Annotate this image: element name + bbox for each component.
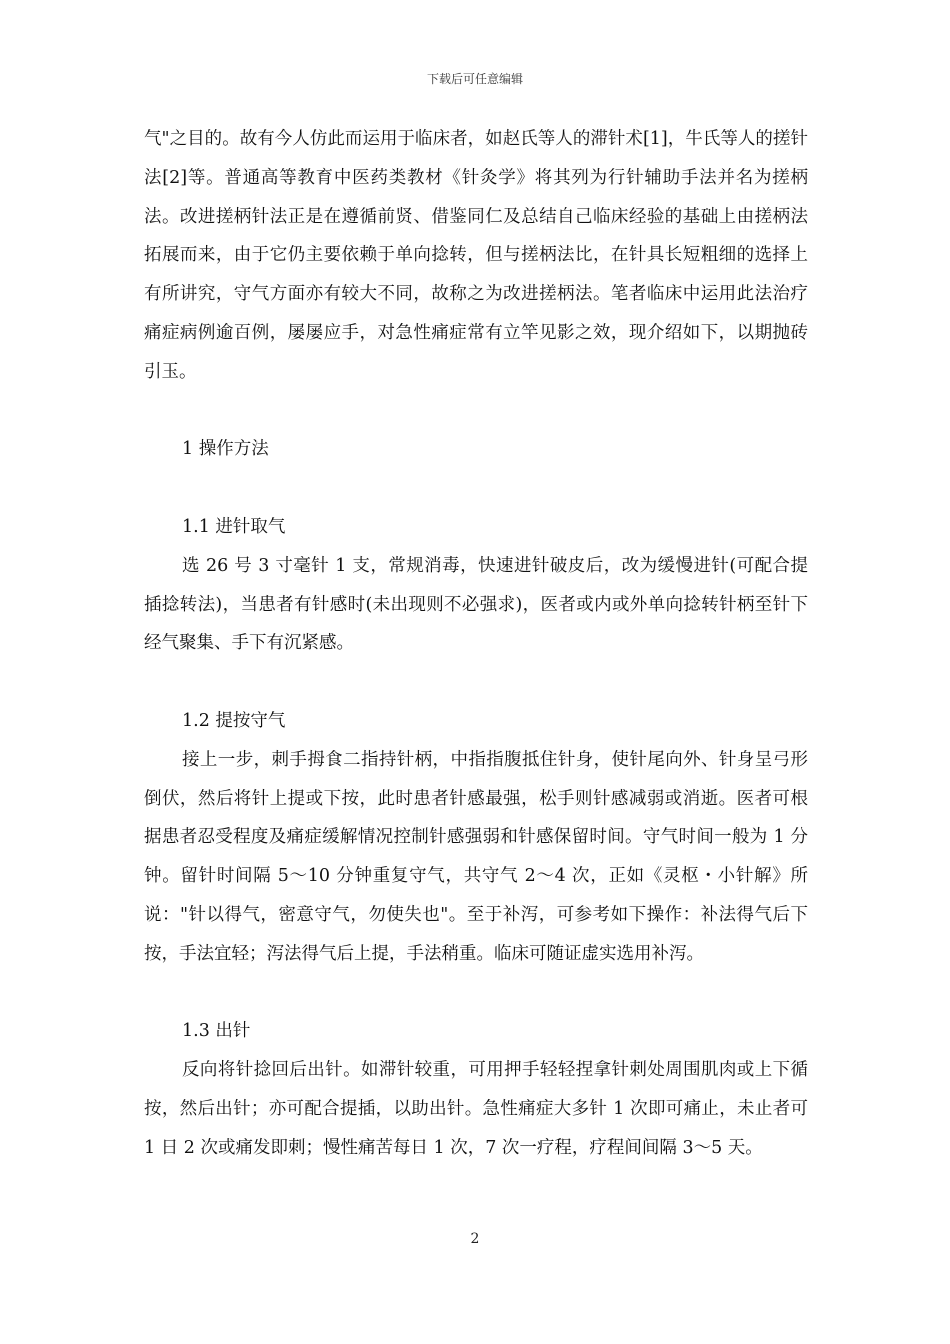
- document-body: [144, 120, 808, 1168]
- page-number: 2: [470, 1231, 480, 1247]
- page-header: 下载后可任意编辑: [426, 72, 523, 86]
- paragraph-1-2: 接上一步，刺手拇食二指持针柄，中指指腹抵住针身，使针尾向外、针身呈弓形倒伏，然后将针上提或下按，此时患者针感最强，松手则针感减弱或消逝。医者可根据患者忍受程度及痛症缓解情况控制针感强弱和针感保留时间。守气时间一般为 1 分钟。留针时间隔 5～10 分钟重复守气，共守气 2～4 次，正如《灵枢・小针解》所说："针以得气，密意守气，勿使失也"。至于补泻，可参考如下操作：补法得气后下按，手法宜轻；泻法得气后上提，手法稍重。临床可随证虚实选用补泻。: [144, 749, 808, 964]
- section-heading-1: 1 操作方法: [182, 439, 269, 460]
- subsection-heading-1-2: 1.2 提按守气: [182, 710, 286, 731]
- paragraph-1-3: 反向将针捻回后出针。如滞针较重，可用押手轻轻捏拿针刺处周围肌肉或上下循按，然后出针；亦可配合提插，以助出针。急性痛症大多针 1 次即可痛止，未止者可 1 日 2 次或痛发即刺；慢性痛苦每日 1 次，7 次一疗程，疗程间间隔 3～5 天。: [144, 1060, 808, 1158]
- subsection-heading-1-3: 1.3 出针: [182, 1021, 251, 1042]
- intro-paragraph: 气"之目的。故有今人仿此而运用于临床者，如赵氏等人的滞针术[1]，牛氏等人的搓针法[2]等。普通高等教育中医药类教材《针灸学》将其列为行针辅助手法并名为搓柄法。改进搓柄针法正是在遵循前贤、借鉴同仁及总结自己临床经验的基础上由搓柄法拓展而来，由于它仍主要依赖于单向捻转，但与搓柄法比，在针具长短粗细的选择上有所讲究，守气方面亦有较大不同，故称之为改进搓柄法。笔者临床中运用此法治疗痛症病例逾百例，屡屡应手，对急性痛症常有立竿见影之效，现介绍如下，以期抛砖引玉。: [144, 129, 808, 382]
- paragraph-1-1: 选 26 号 3 寸毫针 1 支，常规消毒，快速进针破皮后，改为缓慢进针(可配合提插捻转法)，当患者有针感时(未出现则不必强求)，医者或内或外单向捻转针柄至针下经气聚集、手下有沉紧感。: [144, 555, 808, 654]
- subsection-heading-1-1: 1.1 进针取气: [182, 516, 286, 537]
